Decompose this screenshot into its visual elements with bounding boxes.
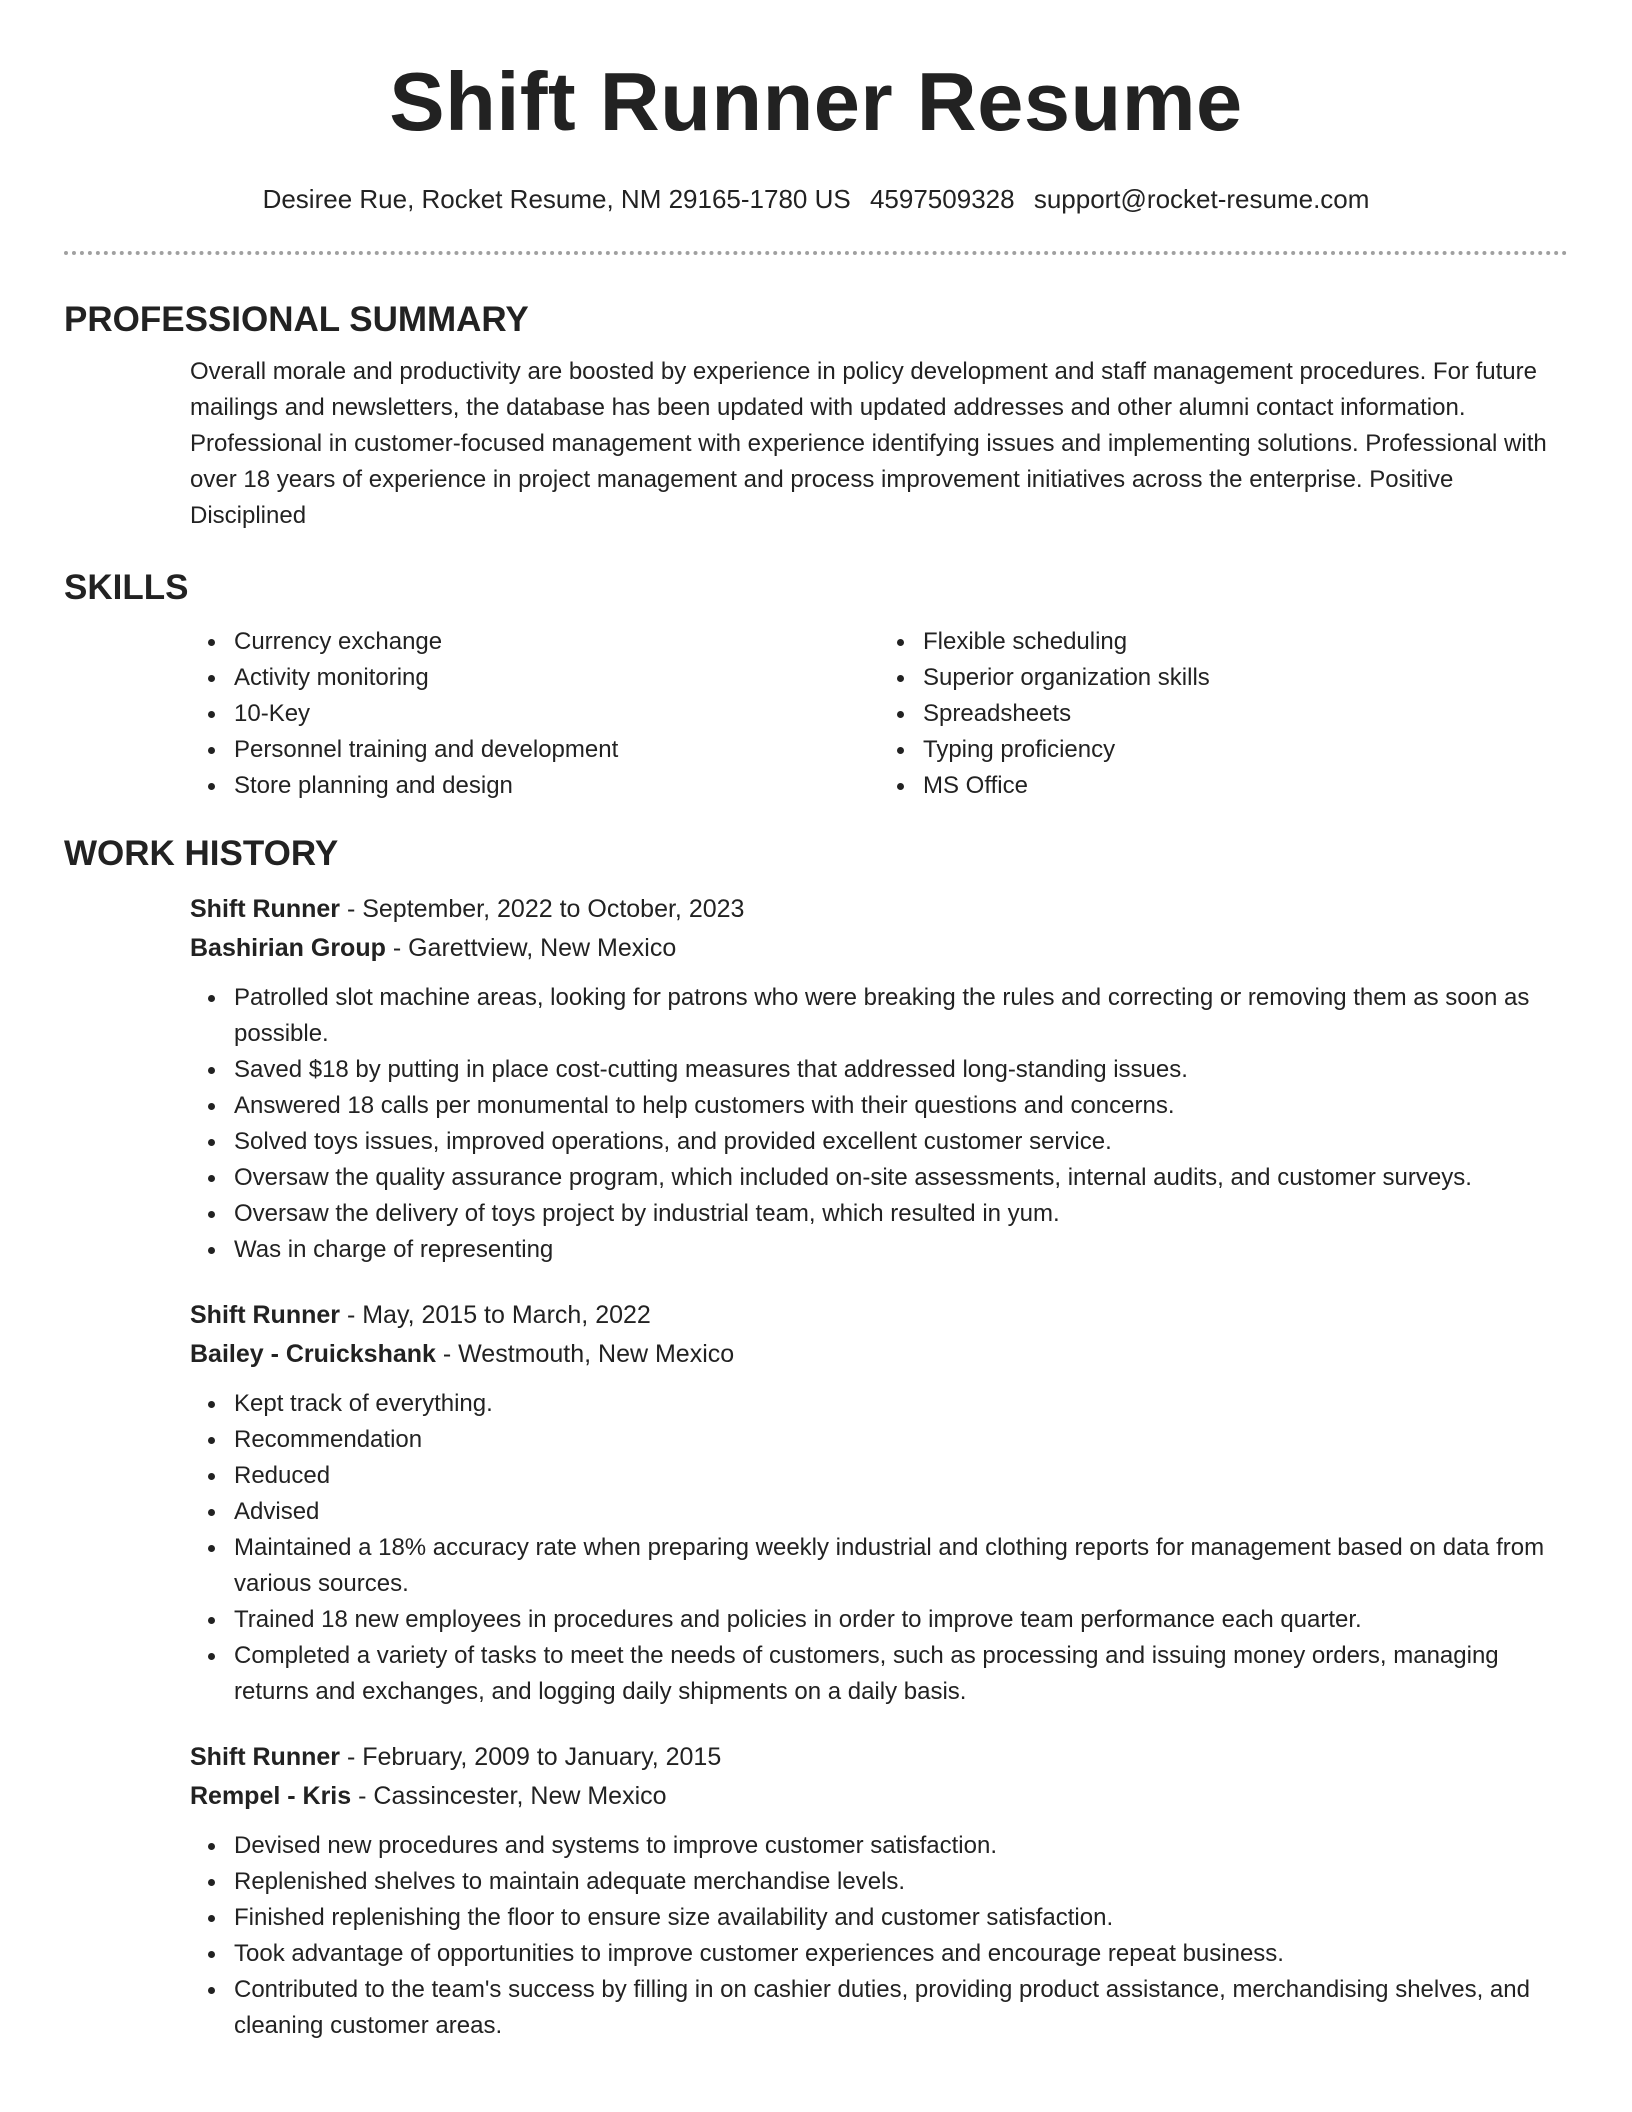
job-dates: - September, 2022 to October, 2023 — [340, 895, 745, 923]
job-location: - Westmouth, New Mexico — [435, 1340, 735, 1368]
job-bullet: Recommendation — [234, 1422, 1568, 1458]
job-company-line — [190, 1335, 1568, 1374]
job-bullets — [190, 980, 1568, 1268]
skill-item: Activity monitoring — [234, 660, 879, 696]
job-title-line — [190, 890, 1568, 929]
job-location: - Cassincester, New Mexico — [351, 1782, 667, 1810]
resume-title: Shift Runner Resume — [389, 55, 1243, 148]
job-company: Bashirian Group — [190, 934, 386, 962]
summary-heading: PROFESSIONAL SUMMARY — [64, 300, 529, 339]
job-company: Rempel - Kris — [190, 1782, 352, 1810]
job-company: Bailey - Cruickshank — [190, 1340, 436, 1368]
skills-heading: SKILLS — [64, 568, 189, 607]
resume-content — [64, 296, 1568, 2072]
job-bullet: Was in charge of representing — [234, 1232, 1568, 1268]
job-bullet: Oversaw the quality assurance program, which included on-site assessments, internal audits, and customer surveys. — [234, 1160, 1568, 1196]
skill-item: 10-Key — [234, 696, 879, 732]
skill-item: Flexible scheduling — [923, 624, 1568, 660]
job-title-line — [190, 1738, 1568, 1777]
summary-text: Overall morale and productivity are boosted by experience in policy development and staff management procedures. For future mailings and newsletters, the database has been updated with updated addresses and other alumni contact information. Professional in customer-focused management with experience identifying issues and implementing solutions. Professional with over 18 years of experience in project management and process improvement initiatives across the enterprise. Positive Disciplined — [190, 358, 1547, 529]
skill-item: Store planning and design — [234, 768, 879, 804]
skill-item: Currency exchange — [234, 624, 879, 660]
job-bullet: Replenished shelves to maintain adequate merchandise levels. — [234, 1864, 1568, 1900]
job-bullet: Completed a variety of tasks to meet the needs of customers, such as processing and issuing money orders, managing returns and exchanges, and logging daily shipments on a daily basis. — [234, 1638, 1568, 1710]
job-bullet: Finished replenishing the floor to ensure size availability and customer satisfaction. — [234, 1900, 1568, 1936]
job-company-line — [190, 929, 1568, 968]
job-bullet: Oversaw the delivery of toys project by industrial team, which resulted in yum. — [234, 1196, 1568, 1232]
job-bullet: Advised — [234, 1494, 1568, 1530]
job-company-line — [190, 1777, 1568, 1816]
header-divider — [64, 251, 1568, 255]
job-bullet: Solved toys issues, improved operations, and provided excellent customer service. — [234, 1124, 1568, 1160]
skill-item: Personnel training and development — [234, 732, 879, 768]
job-dates: - May, 2015 to March, 2022 — [340, 1301, 651, 1329]
job-bullet: Saved $18 by putting in place cost-cutting measures that addressed long-standing issues. — [234, 1052, 1568, 1088]
job-title-line — [190, 1296, 1568, 1335]
skill-item: Spreadsheets — [923, 696, 1568, 732]
job-bullet: Trained 18 new employees in procedures and policies in order to improve team performance each quarter. — [234, 1602, 1568, 1638]
job-bullets — [190, 1386, 1568, 1710]
contact-email: support@rocket-resume.com — [1033, 184, 1370, 214]
job-bullet: Contributed to the team's success by filling in on cashier duties, providing product assistance, merchandising shelves, and cleaning customer areas. — [234, 1972, 1568, 2044]
job-bullet: Answered 18 calls per monumental to help customers with their questions and concerns. — [234, 1088, 1568, 1124]
skills-list-right — [879, 624, 1568, 804]
job-bullets — [190, 1828, 1568, 2044]
job-location: - Garettview, New Mexico — [385, 934, 677, 962]
contact-phone: 4597509328 — [869, 184, 1015, 214]
skill-item: Superior organization skills — [923, 660, 1568, 696]
job-entry — [190, 1296, 1568, 1710]
job-bullet: Kept track of everything. — [234, 1386, 1568, 1422]
skills-columns — [190, 624, 1568, 804]
skills-list-left — [190, 624, 879, 804]
job-bullet: Took advantage of opportunities to improve customer experiences and encourage repeat business. — [234, 1936, 1568, 1972]
contact-address: Desiree Rue, Rocket Resume, NM 29165-1780 US — [262, 184, 851, 214]
job-bullet: Maintained a 18% accuracy rate when preparing weekly industrial and clothing reports for management based on data from various sources. — [234, 1530, 1568, 1602]
job-bullet: Devised new procedures and systems to improve customer satisfaction. — [234, 1828, 1568, 1864]
job-entry — [190, 890, 1568, 1268]
skill-item: Typing proficiency — [923, 732, 1568, 768]
skill-item: MS Office — [923, 768, 1568, 804]
job-entry — [190, 1738, 1568, 2044]
job-bullet: Reduced — [234, 1458, 1568, 1494]
job-bullet: Patrolled slot machine areas, looking for patrons who were breaking the rules and correcting or removing them as soon as possible. — [234, 980, 1568, 1052]
job-title: Shift Runner — [190, 1301, 340, 1329]
work-history-heading: WORK HISTORY — [64, 834, 339, 873]
summary-section — [190, 354, 1568, 534]
work-history-section — [190, 890, 1568, 2044]
contact-line — [0, 181, 1632, 217]
skills-section — [190, 624, 1568, 804]
job-title: Shift Runner — [190, 1743, 340, 1771]
job-title: Shift Runner — [190, 895, 340, 923]
job-dates: - February, 2009 to January, 2015 — [340, 1743, 722, 1771]
